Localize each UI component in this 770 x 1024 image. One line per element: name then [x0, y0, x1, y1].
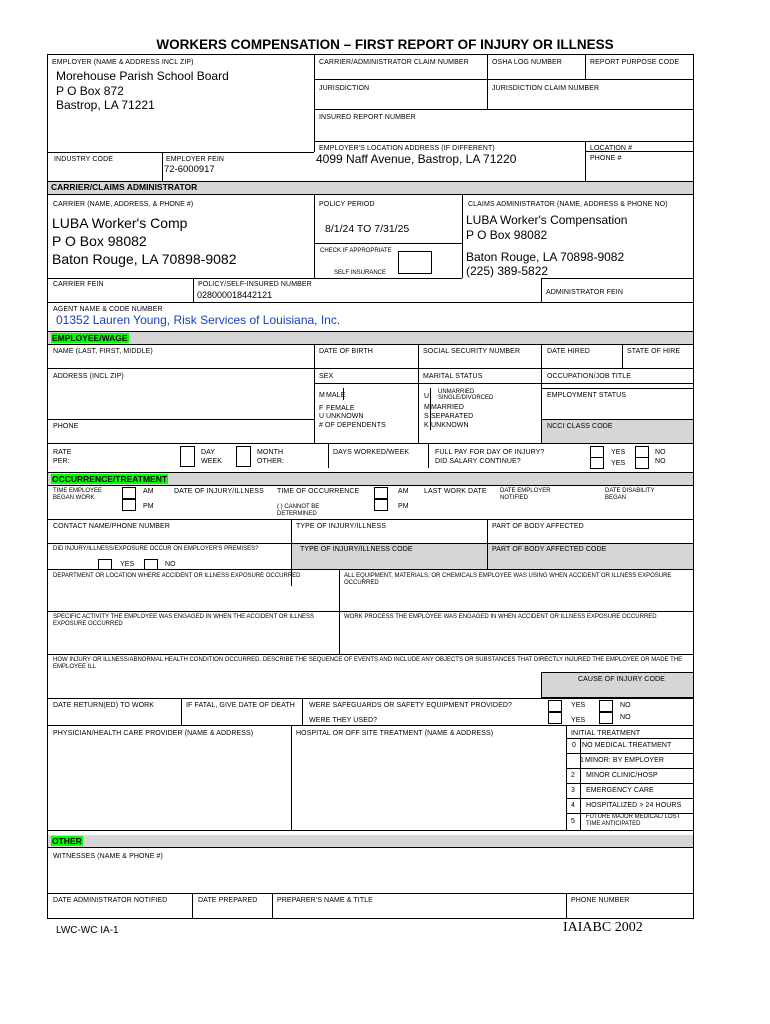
dependents-label: # OF DEPENDENTS: [319, 422, 386, 429]
marital-k-text: UNKNOWN: [431, 422, 469, 429]
type-injury-label: TYPE OF INJURY/ILLNESS: [296, 523, 386, 530]
sex-u-text: UNKNOWN: [326, 413, 364, 420]
sex-f-text: FEMALE: [326, 405, 355, 412]
premises-no-label: NO: [165, 561, 176, 568]
employee-name-label: NAME (LAST, FIRST, MIDDLE): [53, 348, 153, 355]
dob-label: DATE OF BIRTH: [319, 348, 373, 355]
location-address[interactable]: 4099 Naff Avenue, Bastrop, LA 71220: [316, 152, 517, 166]
claims-admin-phone[interactable]: (225) 389-5822: [466, 264, 549, 278]
treatment-5-text: FUTURE MAJOR MEDICAL/ LOST TIME ANTICIPATED: [586, 814, 681, 827]
address-label: ADDRESS (INCL ZIP): [53, 373, 124, 380]
occupation-label: OCCUPATION/JOB TITLE: [547, 373, 632, 380]
marital-m-text: MARRIED: [431, 404, 464, 411]
sex-f-code[interactable]: F: [319, 405, 324, 412]
claims-admin-addr1[interactable]: P O Box 98082: [466, 228, 548, 242]
per-label: PER:: [53, 458, 70, 465]
used-yes-label: YES: [571, 717, 586, 724]
treatment-4-code[interactable]: 4: [571, 802, 575, 809]
carrier-addr1[interactable]: P O Box 98082: [52, 233, 147, 249]
premises-yes-label: YES: [120, 561, 135, 568]
safeguards-no-label: NO: [620, 702, 631, 709]
time-occ-pm-checkbox[interactable]: [374, 499, 388, 511]
used-label: WERE THEY USED?: [309, 717, 378, 724]
per-week-label: WEEK: [201, 458, 223, 465]
date-notified-label: DATE EMPLOYER NOTIFIED: [500, 488, 551, 501]
used-no-checkbox[interactable]: [599, 712, 613, 724]
check-appropriate-label: CHECK IF APPROPRIATE: [320, 248, 392, 254]
safeguards-no-checkbox[interactable]: [599, 700, 613, 712]
date-hired-label: DATE HIRED: [547, 348, 590, 355]
carrier-label: CARRIER (NAME, ADDRESS, & PHONE #): [53, 201, 194, 208]
last-work-date-label: LAST WORK DATE: [424, 488, 487, 495]
hospital-label: HOSPITAL OR OFF SITE TREATMENT (NAME & ADDRESS): [296, 730, 494, 737]
section-other: [48, 835, 693, 847]
return-work-label: DATE RETURN(ED) TO WORK: [53, 702, 155, 709]
salary-yes-checkbox[interactable]: [590, 457, 604, 469]
employer-name[interactable]: Morehouse Parish School Board: [56, 69, 229, 83]
carrier-addr2[interactable]: Baton Rouge, LA 70898-9082: [52, 251, 237, 267]
admin-fein-label: ADMINISTRATOR FEIN: [546, 289, 623, 296]
per-month-checkbox[interactable]: [236, 446, 251, 467]
employer-addr1[interactable]: P O Box 872: [56, 84, 124, 98]
carrier-name[interactable]: LUBA Worker's Comp: [52, 215, 188, 231]
phone-number-label: PHONE #: [590, 155, 622, 162]
type-code-label: TYPE OF INJURY/ILLNESS CODE: [300, 546, 413, 553]
self-insurance-checkbox[interactable]: [398, 251, 432, 274]
preparer-label: PREPARER'S NAME & TITLE: [277, 897, 373, 904]
policy-period-label: POLICY PERIOD: [319, 201, 375, 208]
time-began-pm-checkbox[interactable]: [122, 499, 136, 511]
osha-label: OSHA LOG NUMBER: [492, 59, 562, 66]
per-month-label: MONTH: [257, 449, 284, 456]
employer-addr2[interactable]: Bastrop, LA 71221: [56, 98, 155, 112]
ssn-label: SOCIAL SECURITY NUMBER: [423, 348, 521, 355]
salary-continue-label: DID SALARY CONTINUE?: [435, 458, 521, 465]
claims-admin-name[interactable]: LUBA Worker's Compensation: [466, 213, 628, 227]
self-insurance-label: SELF INSURANCE: [334, 270, 387, 276]
per-day-checkbox[interactable]: [180, 446, 195, 467]
used-yes-checkbox[interactable]: [548, 712, 562, 724]
time-occ-pm: PM: [398, 503, 409, 510]
sex-label: SEX: [319, 373, 334, 380]
process-label: WORK PROCESS THE EMPLOYEE WAS ENGAGED IN WHEN ACCIDENT OR ILLNESS EXPOSURE OCCURRED: [344, 614, 657, 620]
sex-m-code[interactable]: M: [319, 392, 325, 399]
treatment-2-text: MINOR CLINIC/HOSP: [586, 772, 658, 779]
treatment-0-code[interactable]: 0: [572, 742, 576, 749]
date-injury-label: DATE OF INJURY/ILLNESS: [174, 488, 264, 495]
treatment-1-code[interactable]: 1: [580, 757, 584, 764]
policy-number-label: POLICY/SELF-INSURED NUMBER: [198, 281, 312, 288]
time-occ-am-checkbox[interactable]: [374, 487, 388, 499]
treatment-5-code[interactable]: 5: [571, 818, 575, 825]
iaiabc-mark: IAIABC 2002: [563, 920, 643, 935]
per-day-label: DAY: [201, 449, 216, 456]
phone-label: PHONE NUMBER: [571, 897, 630, 904]
marital-m-code[interactable]: M: [424, 404, 430, 411]
initial-treatment-label: INITIAL TREATMENT: [571, 730, 641, 737]
safeguards-yes-checkbox[interactable]: [548, 700, 562, 712]
treatment-0-text: NO MEDICAL TREATMENT: [582, 742, 672, 749]
salary-no-checkbox[interactable]: [635, 457, 649, 469]
policy-number[interactable]: 028000018442121: [197, 290, 273, 300]
employer-fein[interactable]: 72-6000917: [164, 164, 215, 175]
treatment-3-code[interactable]: 3: [571, 787, 575, 794]
time-began-am-checkbox[interactable]: [122, 487, 136, 499]
cannot-determined-label: ( ) CANNOT BE DETERMINED: [277, 504, 320, 517]
state-hire-label: STATE OF HIRE: [627, 348, 681, 355]
per-other-label: OTHER:: [257, 458, 285, 465]
witnesses-label: WITNESSES (NAME & PHONE #): [53, 853, 163, 860]
jurisdiction-claim-label: JURISDICTION CLAIM NUMBER: [492, 85, 600, 92]
agent-name[interactable]: 01352 Lauren Young, Risk Services of Louisiana, Inc.: [56, 313, 341, 327]
full-pay-label: FULL PAY FOR DAY OF INJURY?: [435, 449, 545, 456]
marital-label: MARITAL STATUS: [423, 373, 483, 380]
equipment-label: ALL EQUIPMENT, MATERIALS, OR CHEMICALS EMPLOYEE WAS USING WHEN ACCIDENT OR ILLNESS EXPOSURE OCCURRED: [344, 573, 672, 586]
marital-s-text: SEPARATED: [431, 413, 474, 420]
section-employee: [48, 332, 693, 344]
location-address-label: EMPLOYER'S LOCATION ADDRESS (IF DIFFERENT): [319, 145, 495, 152]
section-carrier: CARRIER/CLAIMS ADMINISTRATOR: [48, 181, 693, 194]
full-pay-yes-label: YES: [611, 449, 626, 456]
claims-admin-label: CLAIMS ADMINISTRATOR (NAME, ADDRESS & PHONE NO): [468, 201, 668, 208]
carrier-fein-label: CARRIER FEIN: [53, 281, 104, 288]
time-occurrence-label: TIME OF OCCURRENCE: [277, 488, 360, 495]
body-part-label: PART OF BODY AFFECTED: [492, 523, 584, 530]
marital-u-text1: UNMARRIED: [438, 389, 475, 395]
insured-report-label: INSURED REPORT NUMBER: [319, 114, 416, 121]
salary-no-label: NO: [655, 458, 666, 465]
marital-s-code[interactable]: S: [424, 413, 429, 420]
treatment-4-text: HOSPITALIZED > 24 HOURS: [586, 802, 682, 809]
section-occurrence: [48, 473, 693, 485]
employee-phone-label: PHONE: [53, 423, 79, 430]
time-occ-am: AM: [398, 488, 409, 495]
industry-code-label: INDUSTRY CODE: [54, 156, 113, 163]
ncci-label: NCCI CLASS CODE: [547, 423, 613, 430]
claims-admin-addr2[interactable]: Baton Rouge, LA 70898-9082: [466, 250, 625, 264]
rate-label: RATE: [53, 449, 72, 456]
marital-u-code[interactable]: U: [424, 393, 430, 400]
premises-label: DID INJURY/ILLNESS/EXPOSURE OCCUR ON EMPLOYER'S PREMISES?: [53, 546, 259, 552]
sex-m-text: MALE: [326, 392, 346, 399]
admin-notified-label: DATE ADMINISTRATOR NOTIFIED: [53, 897, 168, 904]
time-began-am: AM: [143, 488, 154, 495]
employer-label: EMPLOYER (NAME & ADDRESS INCL ZIP): [52, 59, 194, 66]
treatment-1-text: MINOR: BY EMPLOYER: [585, 757, 665, 764]
section-employee-text: EMPLOYEE/WAGE: [52, 333, 128, 343]
days-worked-label: DAYS WORKED/WEEK: [333, 449, 410, 456]
date-prepared-label: DATE PREPARED: [198, 897, 258, 904]
salary-yes-label: YES: [611, 460, 626, 467]
full-pay-no-label: NO: [655, 449, 666, 456]
section-other-text: OTHER: [52, 836, 82, 846]
location-number-label: LOCATION #: [590, 145, 633, 152]
report-purpose-label: REPORT PURPOSE CODE: [590, 59, 680, 66]
form-title: WORKERS COMPENSATION – FIRST REPORT OF INJURY OR ILLNESS: [156, 37, 614, 52]
emp-status-label: EMPLOYMENT STATUS: [547, 392, 627, 399]
physician-label: PHYSICIAN/HEALTH CARE PROVIDER (NAME & ADDRESS): [53, 730, 254, 737]
used-no-label: NO: [620, 714, 631, 721]
treatment-3-text: EMERGENCY CARE: [586, 787, 654, 794]
employer-fein-label: EMPLOYER FEIN: [166, 156, 225, 163]
time-began-label: TIME EMPLOYEE BEGAN WORK: [53, 488, 103, 501]
time-began-pm: PM: [143, 503, 154, 510]
safeguards-yes-label: YES: [571, 702, 586, 709]
policy-period[interactable]: 8/1/24 TO 7/31/25: [325, 223, 410, 235]
section-occurrence-text: OCCURRENCE/TREATMENT: [52, 474, 168, 484]
treatment-2-code[interactable]: 2: [571, 772, 575, 779]
fatal-label: IF FATAL, GIVE DATE OF DEATH: [186, 702, 295, 709]
dept-label: DEPARTMENT OR LOCATION WHERE ACCIDENT OR ILLNESS EXPOSURE OCCURRED: [53, 573, 301, 579]
activity-label: SPECIFIC ACTIVITY THE EMPLOYEE WAS ENGAGED IN WHEN THE ACCIDENT OR ILLNESS EXPOSURE OCCURRED: [53, 614, 315, 627]
agent-label: AGENT NAME & CODE NUMBER: [53, 306, 163, 313]
sex-u-code[interactable]: U: [319, 413, 325, 420]
marital-u-text2: SINGLE/DIVORCED: [438, 395, 494, 401]
how-occurred-label: HOW INJURY OR ILLNESS/ABNORMAL HEALTH CONDITION OCCURRED. DESCRIBE THE SEQUENCE OF EVENTS AND INCLUDE ANY OBJECTS OR SUBSTANCES THAT DIRECTLY INJURED THE EMPLOYEE OR MADE THE EMPLOYEE ILL: [53, 657, 683, 670]
cause-code-label: CAUSE OF INJURY CODE: [578, 676, 665, 683]
contact-label: CONTACT NAME/PHONE NUMBER: [53, 523, 170, 530]
claim-number-label: CARRIER/ADMINISTRATOR CLAIM NUMBER: [319, 59, 469, 66]
jurisdiction-label: JURISDICTION: [319, 85, 370, 92]
disability-began-label: DATE DISABILITY BEGAN: [605, 488, 655, 501]
form-id: LWC-WC IA-1: [56, 925, 119, 936]
body-code-label: PART OF BODY AFFECTED CODE: [492, 546, 607, 553]
safeguards-label: WERE SAFEGUARDS OR SAFETY EQUIPMENT PROVIDED?: [309, 702, 512, 709]
marital-k-code[interactable]: K: [424, 422, 429, 429]
